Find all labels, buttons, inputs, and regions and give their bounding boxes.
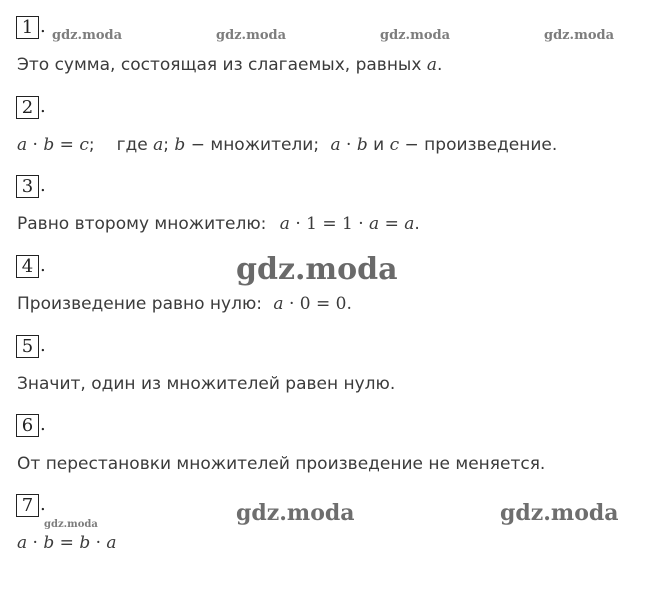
answer-3: Равно второму множителю: a · 1 = 1 · a = a. [17,214,420,234]
watermark: gdz.moda [44,519,98,530]
answer-7: a · b = b · a [17,533,117,553]
answer-2: a · b = c; где a; b − множители; a · b и c − произведение. [17,135,558,155]
watermark: gdz.moda [236,500,355,526]
watermark: gdz.moda [500,500,619,526]
answer-4: Произведение равно нулю: a · 0 = 0. [17,294,352,314]
item-number-1: 1 . [16,15,46,39]
number-box: 7 [16,494,39,517]
answer-6: От перестановки множителей произведение не меняется. [17,454,546,474]
number-box: 5 [16,335,39,358]
answer-5: Значит, один из множителей равен нулю. [17,374,396,394]
number-box: 1 [16,16,39,39]
item-number-7: 7 . [16,493,46,517]
number-box: 6 [16,414,39,437]
watermark: gdz.moda [380,28,451,43]
watermark: gdz.moda [216,28,287,43]
watermark: gdz.moda [236,252,398,287]
item-number-5: 5 . [16,334,46,358]
watermark: gdz.moda [544,28,615,43]
item-number-2: 2 . [16,95,46,119]
answer-1: Это сумма, состоящая из слагаемых, равных a. [17,55,443,75]
item-number-6: 6 . [16,413,46,437]
number-box: 2 [16,96,39,119]
item-number-4: 4 . [16,254,46,278]
number-box: 3 [16,175,39,198]
number-box: 4 [16,255,39,278]
watermark: gdz.moda [52,28,123,43]
item-number-3: 3 . [16,174,46,198]
